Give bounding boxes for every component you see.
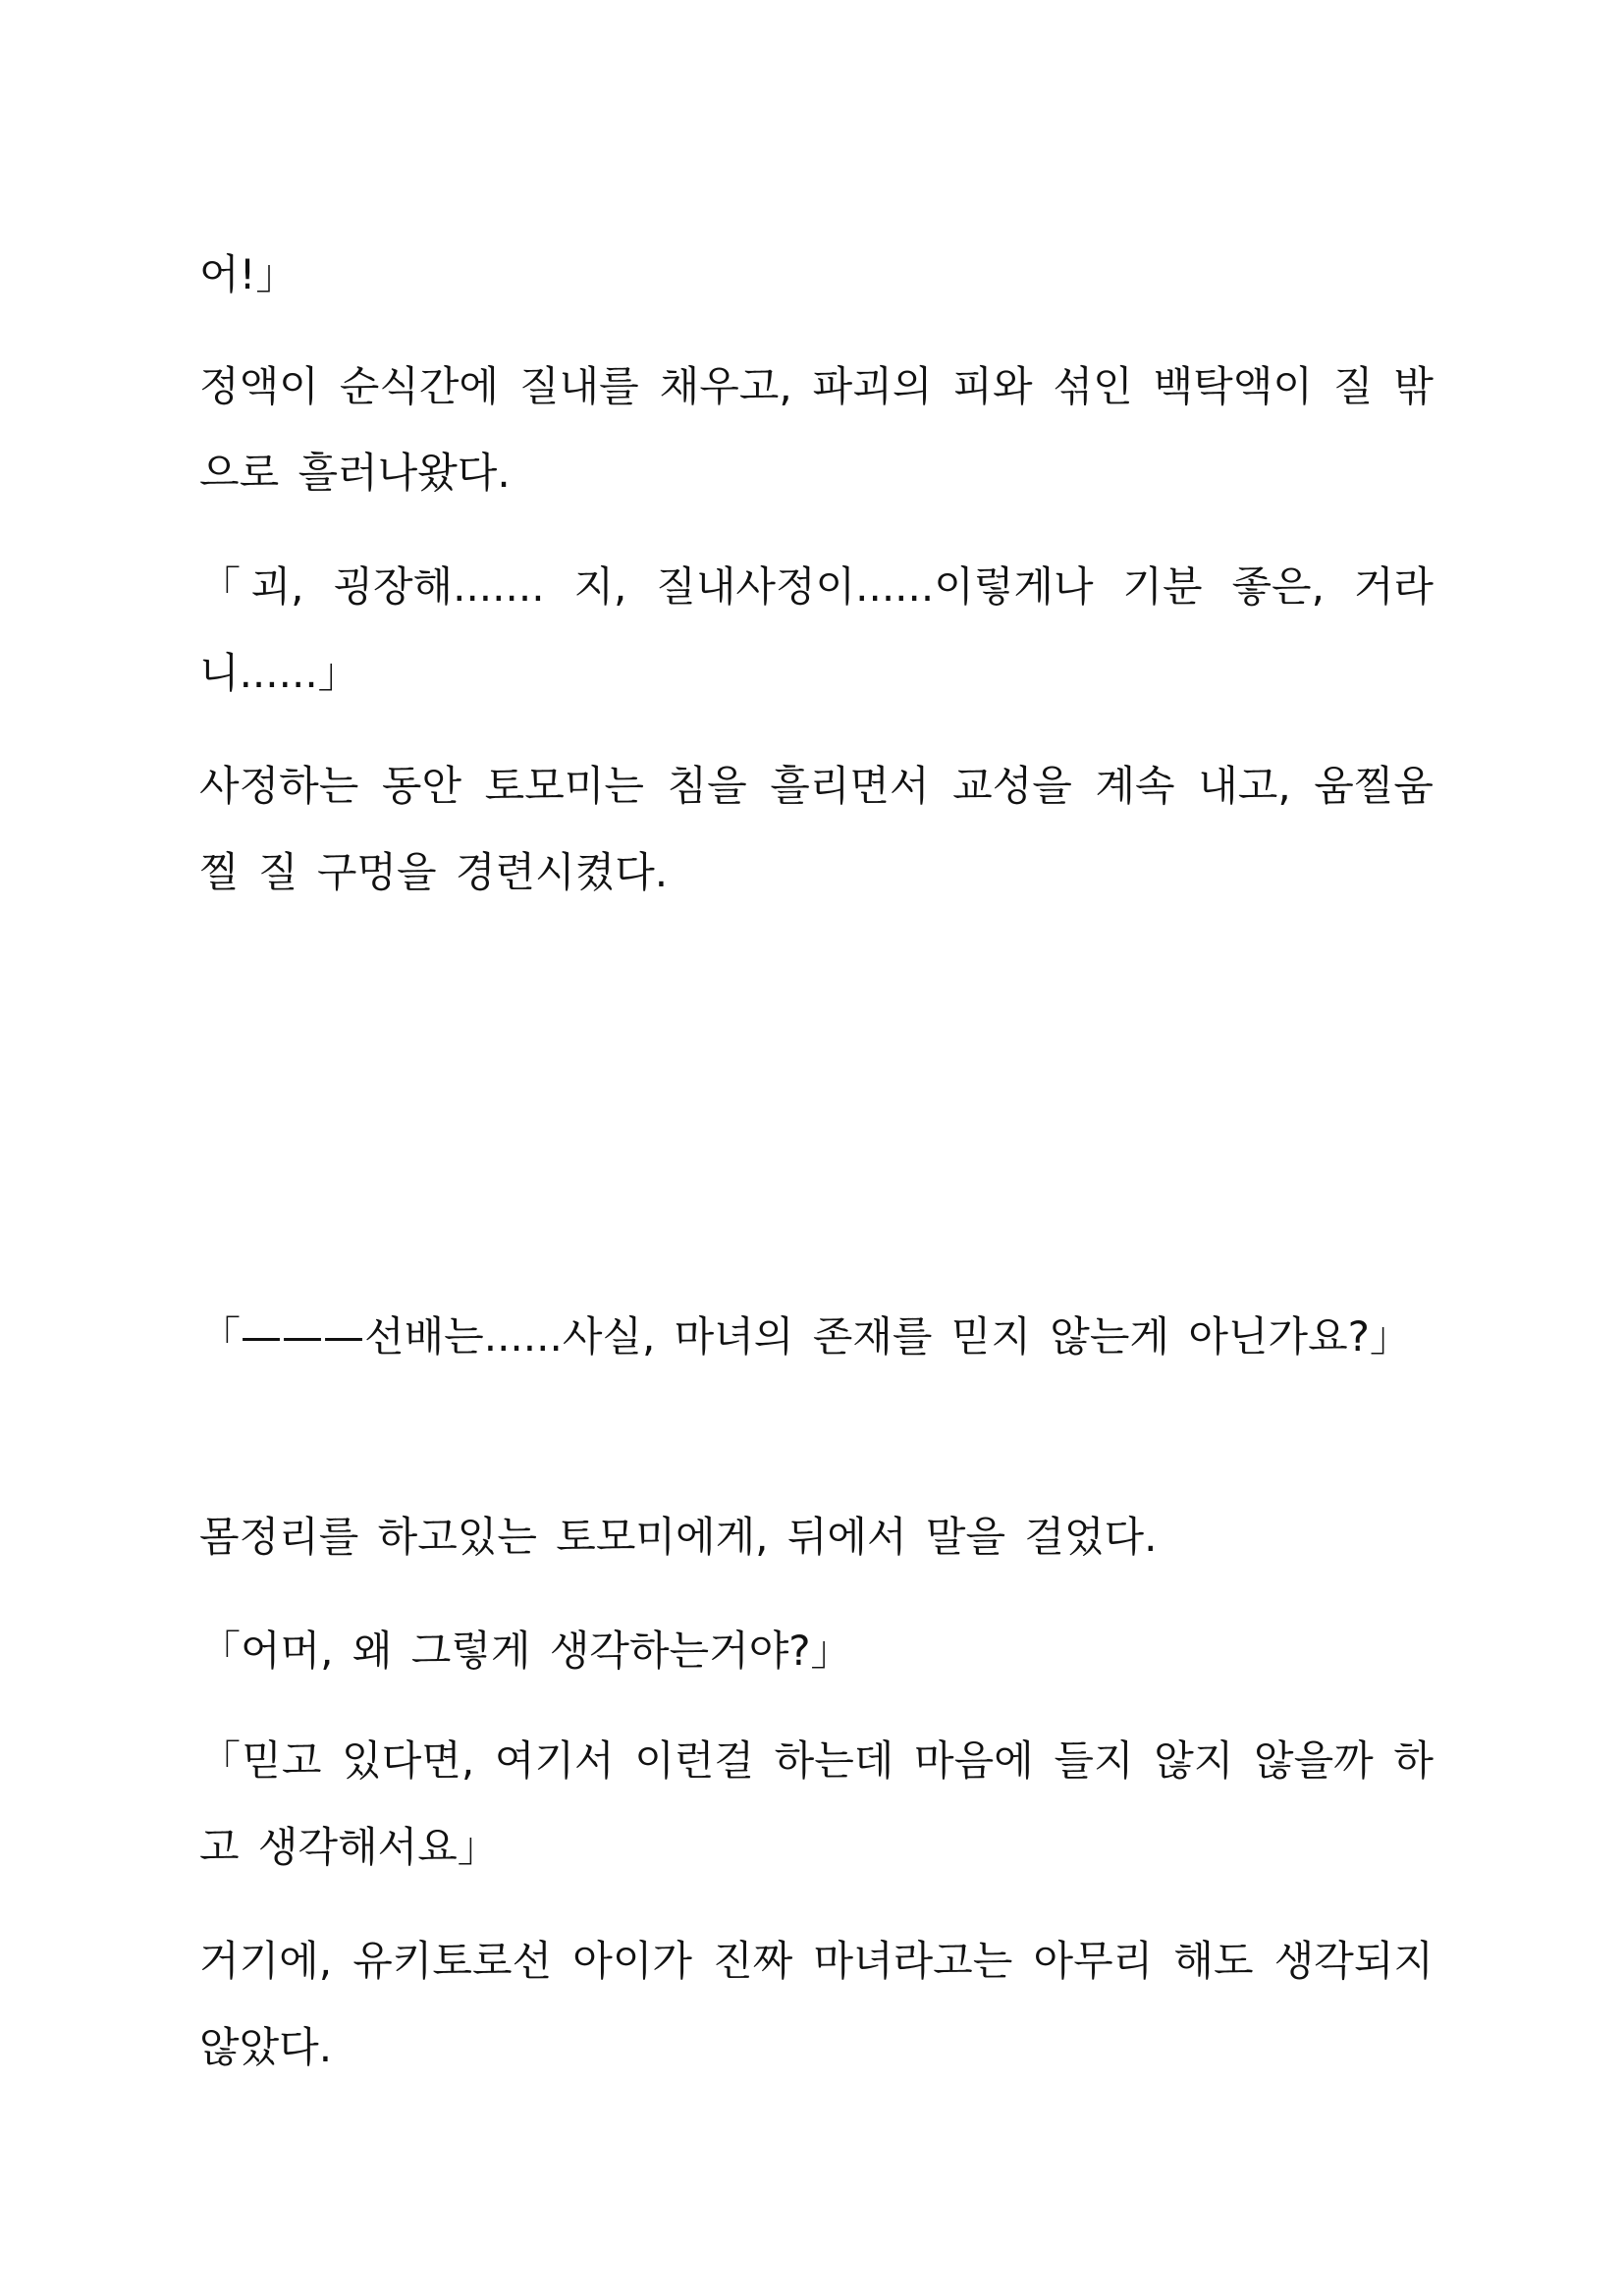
paragraph: 「괴, 굉장해....... 지, 질내사정이......이렇게나 기분 좋은, 거라니......」 (199, 562, 1434, 697)
paragraph: 정액이 순식간에 질내를 채우고, 파괴의 피와 섞인 백탁액이 질 밖으로 흘러나왔다. (199, 362, 1434, 497)
paragraph: 거기에, 유키토로선 아이가 진짜 마녀라고는 아무리 해도 생각되지 않았다. (199, 1937, 1434, 2071)
paragraph: 어!」 (199, 250, 298, 298)
paragraph: 몸정리를 하고있는 토모미에게, 뒤에서 말을 걸었다. (199, 1513, 1158, 1561)
paragraph: 「———선배는......사실, 마녀의 존재를 믿지 않는게 아닌가요?」 (199, 1312, 1411, 1361)
paragraph: 사정하는 동안 토모미는 침을 흘리면서 교성을 계속 내고, 움찔움찔 질 구멍을 경련시켰다. (199, 762, 1434, 896)
paragraph: 「어머, 왜 그렇게 생각하는거야?」 (199, 1627, 852, 1675)
paragraph: 「믿고 있다면, 여기서 이런걸 하는데 마음에 들지 않지 않을까 하고 생각해서요」 (199, 1736, 1434, 1871)
